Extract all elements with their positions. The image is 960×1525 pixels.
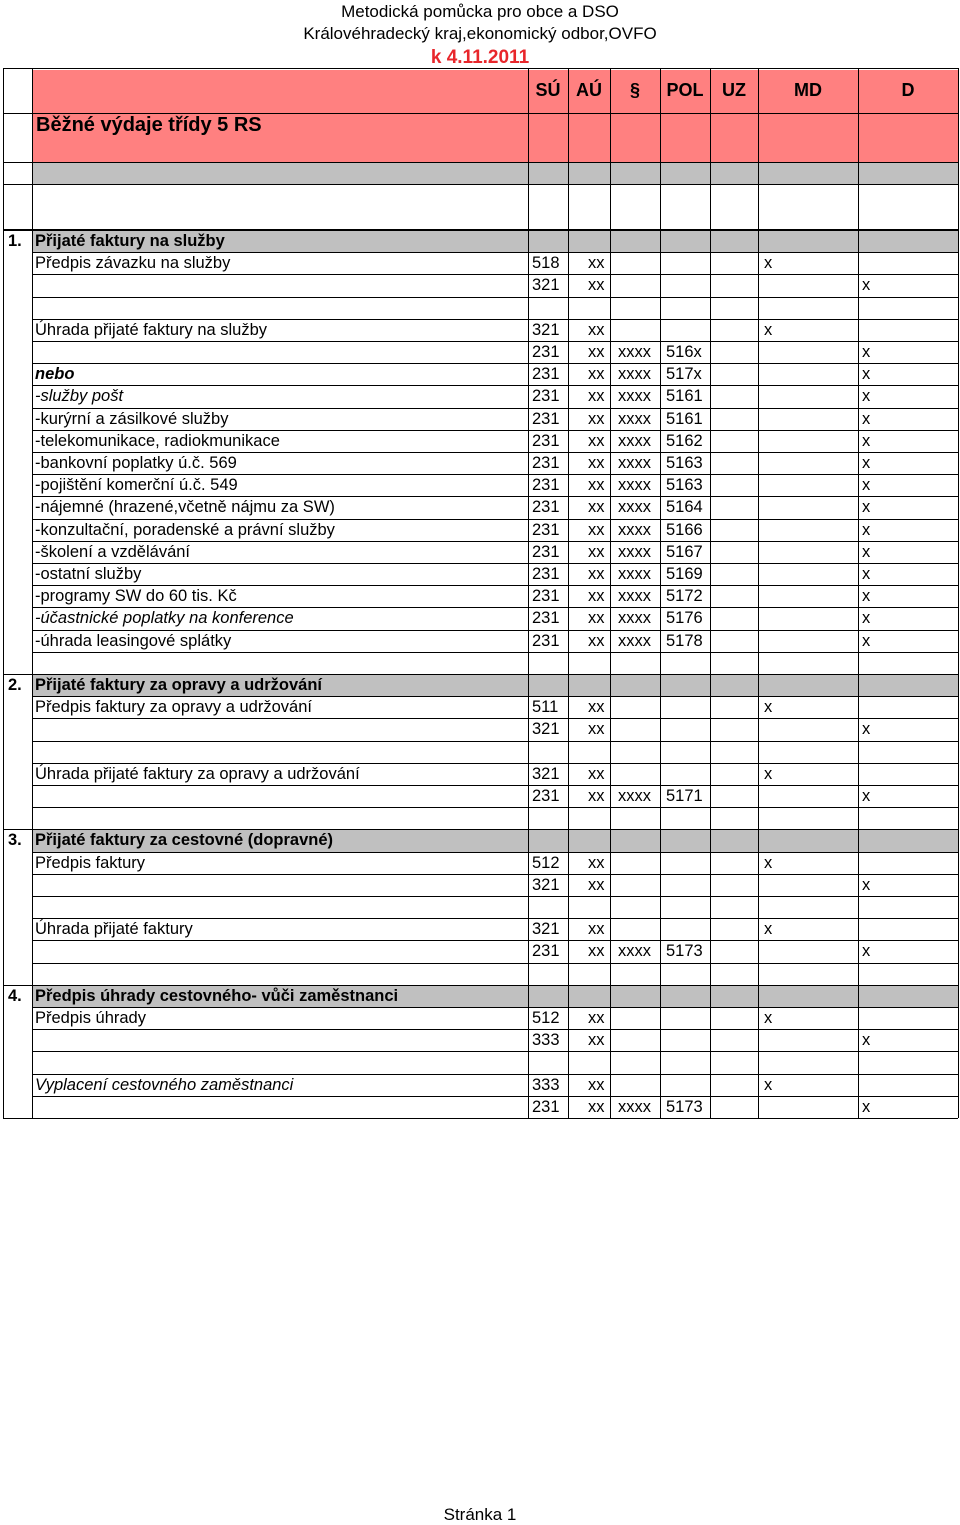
cell-md: x: [764, 254, 773, 273]
cell-d: x: [862, 387, 871, 406]
cell-su: 231: [532, 565, 560, 583]
cell-d: x: [862, 631, 871, 650]
row-label: -pojištění komerční ú.č. 549: [35, 476, 238, 495]
cell-su: 231: [532, 609, 560, 628]
cell-au: xx: [588, 542, 605, 561]
cell-par: xxxx: [618, 787, 651, 805]
cell-su: 231: [532, 1097, 560, 1116]
row-label: -úhrada leasingové splátky: [35, 631, 232, 650]
cell-pol: 5169: [666, 565, 703, 583]
cell-d: x: [862, 498, 871, 517]
cell-pol: 5173: [666, 942, 703, 961]
cell-pol: 5163: [666, 454, 703, 472]
cell-au: xx: [588, 920, 605, 939]
cell-par: xxxx: [618, 587, 651, 606]
cell-au: xx: [588, 520, 605, 539]
cell-su: 231: [532, 587, 560, 606]
row-label: -kurýrní a zásilkové služby: [35, 409, 229, 428]
cell-su: 321: [532, 875, 560, 894]
cell-pol: 517x: [666, 365, 702, 384]
row-line: [32, 785, 958, 786]
frame-hline-0: [3, 68, 958, 69]
header-date: k 4.11.2011: [430, 47, 530, 68]
row-label: -ostatní služby: [35, 565, 142, 583]
cell-d: x: [862, 520, 871, 539]
cell-md: x: [764, 320, 773, 339]
grid-vline-3: [528, 68, 529, 1118]
cell-pol: 516x: [666, 343, 702, 361]
cell-au: xx: [588, 320, 605, 339]
cell-d: x: [862, 609, 871, 628]
cell-su: 231: [532, 787, 560, 805]
grid-vline-0: [3, 68, 4, 1118]
row-label: Předpis závazku na služby: [35, 254, 231, 273]
cell-d: x: [862, 720, 871, 739]
cell-par: xxxx: [618, 431, 651, 450]
row-line: [32, 1007, 958, 1008]
cell-su: 231: [532, 387, 560, 406]
frame-hline-1: [3, 113, 958, 114]
page-footer: Stránka 1: [443, 1505, 517, 1524]
cell-par: xxxx: [618, 409, 651, 428]
cell-su: 231: [532, 498, 560, 517]
cell-su: 321: [532, 764, 560, 783]
row-line: [32, 852, 958, 853]
cell-su: 231: [532, 520, 560, 539]
column-header-2: §: [629, 80, 640, 100]
row-label: Předpis faktury: [35, 853, 146, 872]
cell-su: 231: [532, 343, 560, 361]
cell-su: 231: [532, 454, 560, 472]
header-line-2: Královéhradecký kraj,ekonomický odbor,OVFO: [303, 24, 657, 43]
cell-d: x: [862, 875, 871, 894]
section-title: Přijaté faktury na služby: [35, 232, 225, 250]
cell-par: xxxx: [618, 343, 651, 361]
section-title: Přijaté faktury za opravy a udržování: [35, 676, 323, 694]
cell-d: x: [862, 431, 871, 450]
cell-au: xx: [588, 587, 605, 606]
cell-d: x: [862, 542, 871, 561]
cell-au: xx: [588, 698, 605, 717]
section-number: 3.: [8, 831, 22, 850]
row-label: -programy SW do 60 tis. Kč: [35, 587, 237, 606]
cell-su: 321: [532, 920, 560, 939]
row-line: [32, 385, 958, 386]
cell-par: xxxx: [618, 365, 651, 384]
cell-par: xxxx: [618, 476, 651, 495]
row-line: [32, 1029, 958, 1030]
row-label: Vyplacení cestovného zaměstnanci: [35, 1075, 294, 1094]
grid-vline-5: [610, 68, 611, 1118]
cell-par: xxxx: [618, 542, 651, 561]
row-label: Úhrada přijaté faktury: [35, 920, 193, 939]
cell-su: 333: [532, 1031, 560, 1050]
header-line-1: Metodická pomůcka pro obce a DSO: [341, 2, 619, 21]
cell-su: 321: [532, 276, 560, 295]
cell-md: x: [764, 853, 773, 872]
section-number: 4.: [8, 986, 22, 1005]
cell-pol: 5163: [666, 476, 703, 495]
row-label: -služby pošt: [35, 387, 124, 406]
cell-par: xxxx: [618, 609, 651, 628]
cell-au: xx: [588, 276, 605, 295]
row-label: -účastnické poplatky na konference: [35, 609, 294, 628]
grid-vline-6: [660, 68, 661, 1118]
cell-su: 231: [532, 542, 560, 561]
row-line: [32, 963, 958, 964]
table-bottom-line: [3, 1118, 958, 1119]
cell-su: 231: [532, 431, 560, 450]
cell-d: x: [862, 942, 871, 961]
cell-su: 518: [532, 254, 560, 273]
cell-pol: 5176: [666, 609, 703, 628]
row-line: [32, 874, 958, 875]
cell-su: 231: [532, 476, 560, 495]
column-header-3: POL: [666, 80, 704, 100]
row-label: -školení a vzdělávání: [35, 542, 191, 561]
row-line: [32, 363, 958, 364]
cell-au: xx: [588, 1075, 605, 1094]
section-number: 1.: [8, 232, 22, 250]
cell-su: 512: [532, 1009, 560, 1027]
cell-pol: 5178: [666, 631, 703, 650]
row-line: [32, 940, 958, 941]
cell-d: x: [862, 787, 871, 805]
section-title: Předpis úhrady cestovného- vůči zaměstnanci: [35, 986, 399, 1005]
cell-par: xxxx: [618, 1097, 651, 1116]
row-label: Předpis úhrady: [35, 1009, 146, 1027]
section-number: 2.: [8, 676, 22, 694]
cell-pol: 5167: [666, 542, 703, 561]
cell-md: x: [764, 1009, 773, 1027]
cell-par: xxxx: [618, 498, 651, 517]
cell-d: x: [862, 587, 871, 606]
cell-au: xx: [588, 609, 605, 628]
cell-d: x: [862, 565, 871, 583]
section-title: Přijaté faktury za cestovné (dopravné): [35, 831, 334, 850]
cell-d: x: [862, 476, 871, 495]
cell-d: x: [862, 276, 871, 295]
column-header-4: UZ: [722, 80, 746, 100]
row-label: -telekomunikace, radiokmunikace: [35, 431, 280, 450]
grid-vline-2: [958, 68, 959, 1118]
cell-d: x: [862, 365, 871, 384]
row-label: Úhrada přijaté faktury na služby: [35, 320, 268, 339]
cell-au: xx: [588, 853, 605, 872]
cell-au: xx: [588, 1031, 605, 1050]
cell-su: 333: [532, 1075, 560, 1094]
row-line: [32, 297, 958, 298]
grid-vline-7: [710, 68, 711, 1118]
cell-su: 321: [532, 720, 560, 739]
cell-d: x: [862, 409, 871, 428]
cell-pol: 5173: [666, 1097, 703, 1116]
column-header-0: SÚ: [535, 80, 561, 100]
cell-pol: 5166: [666, 520, 703, 539]
cell-su: 231: [532, 942, 560, 961]
cell-au: xx: [588, 875, 605, 894]
cell-au: xx: [588, 764, 605, 783]
cell-md: x: [764, 698, 773, 717]
cell-pol: 5164: [666, 498, 703, 517]
row-line: [32, 741, 958, 742]
row-line: [32, 274, 958, 275]
row-line: [32, 1096, 958, 1097]
cell-md: x: [764, 920, 773, 939]
cell-au: xx: [588, 720, 605, 739]
cell-su: 512: [532, 853, 560, 872]
column-header-6: D: [901, 80, 915, 100]
cell-pol: 5172: [666, 587, 703, 606]
grid-vline-4: [568, 68, 569, 1118]
cell-par: xxxx: [618, 387, 651, 406]
row-label: Předpis faktury za opravy a udržování: [35, 698, 312, 717]
cell-d: x: [862, 454, 871, 472]
cell-au: xx: [588, 343, 605, 361]
cell-au: xx: [588, 787, 605, 805]
cell-md: x: [764, 764, 773, 783]
cell-au: xx: [588, 631, 605, 650]
cell-su: 231: [532, 365, 560, 384]
row-line: [32, 652, 958, 653]
cell-d: x: [862, 1031, 871, 1050]
cell-au: xx: [588, 498, 605, 517]
cell-au: xx: [588, 454, 605, 472]
cell-su: 231: [532, 631, 560, 650]
row-line: [32, 896, 958, 897]
row-line: [32, 563, 958, 564]
gray-band: [32, 163, 958, 184]
cell-par: xxxx: [618, 520, 651, 539]
cell-au: xx: [588, 431, 605, 450]
cell-pol: 5161: [666, 409, 703, 428]
cell-au: xx: [588, 387, 605, 406]
cell-par: xxxx: [618, 454, 651, 472]
cell-au: xx: [588, 942, 605, 961]
cell-pol: 5162: [666, 431, 703, 450]
frame-hline-3: [3, 184, 958, 185]
grid-vline-1: [32, 68, 33, 1118]
page-title: Běžné výdaje třídy 5 RS: [36, 114, 262, 136]
cell-par: xxxx: [618, 631, 651, 650]
row-label: nebo: [35, 365, 75, 384]
grid-vline-8: [758, 68, 759, 1118]
cell-pol: 5161: [666, 387, 703, 406]
cell-au: xx: [588, 1009, 605, 1027]
cell-au: xx: [588, 365, 605, 384]
cell-md: x: [764, 1075, 773, 1094]
cell-pol: 5171: [666, 787, 703, 805]
row-label: -konzultační, poradenské a právní služby: [35, 520, 335, 539]
grid-vline-9: [858, 68, 859, 1118]
row-line: [32, 718, 958, 719]
cell-au: xx: [588, 254, 605, 273]
cell-par: xxxx: [618, 942, 651, 961]
row-line: [32, 341, 958, 342]
column-header-1: AÚ: [576, 80, 602, 100]
cell-su: 231: [532, 409, 560, 428]
cell-au: xx: [588, 476, 605, 495]
row-label: Úhrada přijaté faktury za opravy a udržování: [35, 764, 360, 783]
cell-su: 321: [532, 320, 560, 339]
cell-au: xx: [588, 409, 605, 428]
row-label: -bankovní poplatky ú.č. 569: [35, 454, 237, 472]
column-header-5: MD: [794, 80, 822, 100]
cell-su: 511: [532, 698, 559, 717]
cell-d: x: [862, 1097, 871, 1116]
row-line: [32, 807, 958, 808]
row-label: -nájemné (hrazené,včetně nájmu za SW): [35, 498, 335, 517]
cell-au: xx: [588, 1097, 605, 1116]
cell-par: xxxx: [618, 565, 651, 583]
row-line: [32, 1051, 958, 1052]
cell-au: xx: [588, 565, 605, 583]
cell-d: x: [862, 343, 871, 361]
